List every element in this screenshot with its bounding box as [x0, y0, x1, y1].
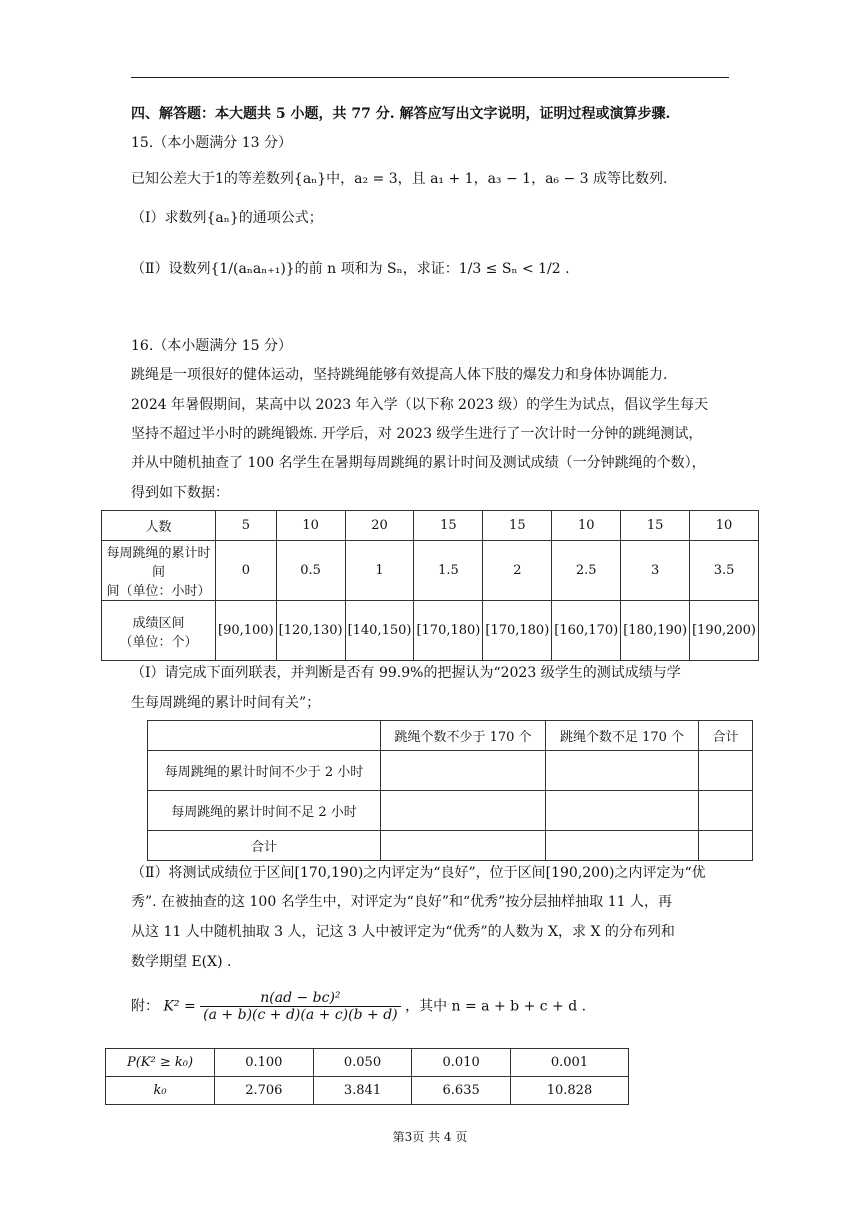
q16-part2-line2: 秀”. 在被抽查的这 100 名学生中，对评定为“良好”和“优秀”按分层抽样抽取 11 人，再 — [131, 894, 673, 910]
row-header: 每周跳绳的累计时间不少于 2 小时 — [148, 751, 381, 791]
table-cell: 5 — [216, 511, 277, 541]
q16-part2-line4: 数学期望 E(X) . — [131, 954, 232, 970]
table-cell: [190,200) — [690, 601, 759, 661]
table-cell: 0.5 — [276, 541, 345, 601]
row-header: 人数 — [102, 511, 216, 541]
table-row — [102, 601, 759, 661]
table-cell: 10 — [690, 511, 759, 541]
page-footer: 第3页 共 4 页 — [392, 1130, 468, 1144]
table-cell: 6.635 — [412, 1077, 511, 1105]
formula-numerator: n(ad − bc)² — [200, 990, 400, 1007]
table-cell: [120,130) — [276, 601, 345, 661]
table-cell: 3 — [621, 541, 690, 601]
table-row — [148, 791, 753, 831]
q15-part2: （Ⅱ）设数列{1/(aₙaₙ₊₁)}的前 n 项和为 Sₙ，求证：1/3 ≤ Sₙ < 1/2 . — [131, 261, 570, 277]
column-header: 跳绳个数不少于 170 个 — [381, 721, 546, 751]
q16-intro-4: 并从中随机抽查了 100 名学生在暑期每周跳绳的累计时间及测试成绩（一分钟跳绳的个数）， — [131, 455, 706, 471]
table-cell: 10 — [276, 511, 345, 541]
row-header: 每周跳绳的累计时间不足 2 小时 — [148, 791, 381, 831]
table-row — [148, 721, 753, 751]
row-header-line: 每周跳绳的累计时间 — [106, 546, 211, 580]
blank-cell — [699, 791, 753, 831]
table-cell: [90,100) — [216, 601, 277, 661]
q16-heading: 16.（本小题满分 15 分） — [131, 338, 292, 354]
table-cell: 2.5 — [552, 541, 621, 601]
contingency-table — [147, 720, 753, 861]
row-header — [102, 541, 216, 601]
blank-cell — [546, 791, 699, 831]
formula-lhs: K² = — [163, 998, 196, 1015]
formula-where: ，其中 n = a + b + c + d . — [405, 998, 587, 1015]
table-row — [148, 831, 753, 861]
table-cell: 10 — [552, 511, 621, 541]
table-cell: 0.010 — [412, 1049, 511, 1077]
table-cell: 15 — [483, 511, 552, 541]
row-header-line: 成绩区间 — [132, 615, 185, 631]
q16-intro-5: 得到如下数据： — [131, 485, 229, 501]
section-header: 四、解答题：本大题共 5 小题，共 77 分. 解答应写出文字说明，证明过程或演算步骤. — [131, 106, 671, 122]
table-cell: [160,170) — [552, 601, 621, 661]
row-header — [102, 601, 216, 661]
q16-intro-1: 跳绳是一项很好的健体运动，坚持跳绳能够有效提高人体下肢的爆发力和身体协调能力. — [131, 367, 668, 383]
q16-part2-line1: （Ⅱ）将测试成绩位于区间[170,190)之内评定为“良好”，位于区间[190,200)之内评定为“优 — [131, 865, 706, 881]
table-cell: [140,150) — [345, 601, 414, 661]
formula-fraction — [200, 990, 400, 1023]
table-cell: 1.5 — [414, 541, 483, 601]
row-header-line: （单位：个） — [119, 634, 198, 650]
table-cell: 0 — [216, 541, 277, 601]
q15-stem: 已知公差大于1的等差数列{aₙ}中，a₂ = 3，且 a₁ + 1，a₃ − 1，a₆ − 3 成等比数列. — [131, 171, 668, 187]
row-header-line: 间（单位：小时） — [106, 584, 211, 599]
blank-cell — [381, 791, 546, 831]
appendix-formula — [131, 990, 586, 1023]
blank-cell — [381, 751, 546, 791]
column-header: 跳绳个数不足 170 个 — [546, 721, 699, 751]
row-header: P(K² ≥ k₀) — [106, 1049, 215, 1077]
blank-cell — [381, 831, 546, 861]
table-row — [106, 1049, 629, 1077]
table-row — [102, 541, 759, 601]
table-cell: 1 — [345, 541, 414, 601]
table-cell: 20 — [345, 511, 414, 541]
q15-part1: （Ⅰ）求数列{aₙ}的通项公式； — [131, 210, 323, 226]
row-header: 合计 — [148, 831, 381, 861]
top-rule — [131, 77, 729, 78]
q16-part2-line3: 从这 11 人中随机抽取 3 人，记这 3 人中被评定为“优秀”的人数为 X，求 X 的分布列和 — [131, 924, 675, 940]
q16-intro-2: 2024 年暑假期间，某高中以 2023 年入学（以下称 2023 级）的学生为试点，倡议学生每天 — [131, 397, 709, 413]
blank-cell — [546, 751, 699, 791]
formula-denominator: (a + b)(c + d)(a + c)(b + d) — [203, 1007, 398, 1023]
table-cell: 0.100 — [215, 1049, 314, 1077]
table-row — [102, 511, 759, 541]
q15-heading: 15.（本小题满分 13 分） — [131, 135, 292, 151]
blank-cell — [546, 831, 699, 861]
table-cell — [148, 721, 381, 751]
appendix-label: 附： — [131, 998, 159, 1015]
table-cell: 3.841 — [313, 1077, 412, 1105]
critical-value-table — [105, 1048, 629, 1105]
table-cell: 15 — [414, 511, 483, 541]
blank-cell — [699, 751, 753, 791]
table-cell: [170,180) — [414, 601, 483, 661]
q16-intro-3: 坚持不超过半小时的跳绳锻炼. 开学后，对 2023 级学生进行了一次计时一分钟的跳绳测试， — [131, 426, 703, 442]
table-cell: [170,180) — [483, 601, 552, 661]
q16-part1-line2: 生每周跳绳的累计时间有关”； — [131, 695, 321, 711]
column-header: 合计 — [699, 721, 753, 751]
blank-cell — [699, 831, 753, 861]
table-cell: [180,190) — [621, 601, 690, 661]
table-cell: 3.5 — [690, 541, 759, 601]
data-table — [101, 510, 759, 661]
table-row — [148, 751, 753, 791]
row-header: k₀ — [106, 1077, 215, 1105]
q16-part1-line1: （Ⅰ）请完成下面列联表，并判断是否有 99.9%的把握认为“2023 级学生的测试成绩与学 — [131, 665, 681, 681]
table-cell: 0.050 — [313, 1049, 412, 1077]
table-cell: 10.828 — [510, 1077, 628, 1105]
table-cell: 2 — [483, 541, 552, 601]
table-row — [106, 1077, 629, 1105]
table-cell: 2.706 — [215, 1077, 314, 1105]
table-cell: 15 — [621, 511, 690, 541]
table-cell: 0.001 — [510, 1049, 628, 1077]
